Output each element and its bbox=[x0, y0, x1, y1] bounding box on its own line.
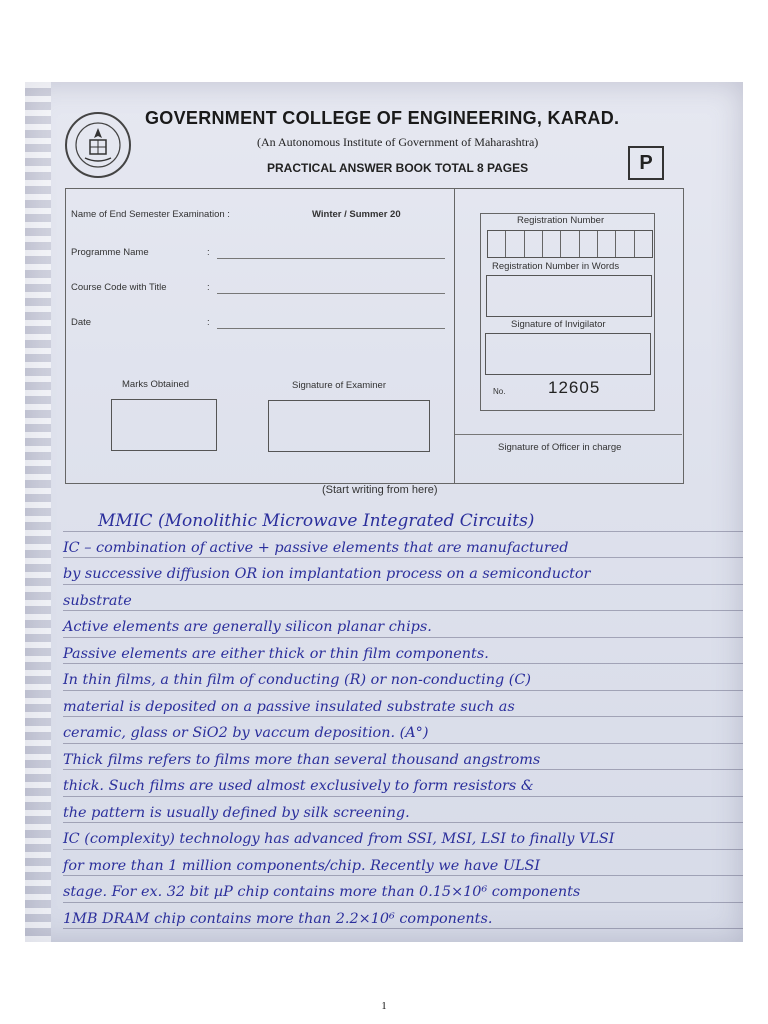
answer-line: Passive elements are either thick or thin film components. bbox=[63, 641, 743, 668]
start-writing-note: (Start writing from here) bbox=[322, 484, 438, 496]
marks-obtained-label: Marks Obtained bbox=[122, 379, 190, 390]
answer-line: ceramic, glass or SiO2 by vaccum deposition. (A°) bbox=[63, 720, 743, 747]
answer-sheet bbox=[25, 82, 743, 942]
registration-number-cells[interactable] bbox=[487, 230, 653, 258]
exam-session-value: Winter / Summer 20 bbox=[312, 209, 401, 220]
answer-heading: MMIC (Monolithic Microwave Integrated Circuits) bbox=[63, 508, 743, 535]
answer-line: material is deposited on a passive insulated substrate such as bbox=[63, 694, 743, 721]
answer-book-title: PRACTICAL ANSWER BOOK TOTAL 8 PAGES bbox=[267, 161, 529, 175]
answer-line: IC (complexity) technology has advanced from SSI, MSI, LSI to finally VLSI bbox=[63, 826, 743, 853]
marks-obtained-box[interactable] bbox=[111, 399, 217, 451]
answer-line: 1MB DRAM chip contains more than 2.2×10⁶ components. bbox=[63, 906, 743, 933]
programme-name-field[interactable] bbox=[217, 258, 445, 259]
college-seal-icon bbox=[65, 112, 131, 178]
course-colon: : bbox=[207, 282, 210, 293]
date-label: Date bbox=[71, 317, 92, 328]
registration-number-label: Registration Number bbox=[517, 215, 605, 226]
examiner-signature-label: Signature of Examiner bbox=[292, 380, 386, 391]
answer-line: In thin films, a thin film of conducting (R) or non-conducting (C) bbox=[63, 667, 743, 694]
serial-number: 12605 bbox=[548, 378, 601, 397]
invigilator-signature-label: Signature of Invigilator bbox=[511, 319, 606, 330]
answer-line: IC – combination of active + passive elements that are manufactured bbox=[63, 535, 743, 562]
date-colon: : bbox=[207, 317, 210, 328]
exam-name-label: Name of End Semester Examination : bbox=[71, 209, 230, 220]
answer-line: for more than 1 million components/chip. Recently we have ULSI bbox=[63, 853, 743, 880]
registration-words-label: Registration Number in Words bbox=[492, 261, 620, 272]
serial-no-label: No. bbox=[493, 387, 506, 396]
programme-colon: : bbox=[207, 247, 210, 258]
page-number: 1 bbox=[381, 1001, 387, 1012]
officer-divider bbox=[455, 434, 682, 435]
paper-code-box: P bbox=[628, 146, 664, 180]
answer-line: the pattern is usually defined by silk screening. bbox=[63, 800, 743, 827]
programme-name-label: Programme Name bbox=[71, 247, 149, 258]
course-code-label: Course Code with Title bbox=[71, 282, 167, 293]
answer-line: thick. Such films are used almost exclusively to form resistors & bbox=[63, 773, 743, 800]
answer-line: stage. For ex. 32 bit µP chip contains more than 0.15×10⁶ components bbox=[63, 879, 743, 906]
invigilator-signature-box[interactable] bbox=[485, 333, 651, 375]
answer-line: by successive diffusion OR ion implantation process on a semiconductor bbox=[63, 561, 743, 588]
college-subtitle: (An Autonomous Institute of Government of Maharashtra) bbox=[257, 135, 539, 149]
date-field[interactable] bbox=[217, 328, 445, 329]
answer-line: Active elements are generally silicon planar chips. bbox=[63, 614, 743, 641]
college-name: GOVERNMENT COLLEGE OF ENGINEERING, KARAD. bbox=[145, 108, 620, 128]
registration-words-box[interactable] bbox=[486, 275, 652, 317]
course-code-field[interactable] bbox=[217, 293, 445, 294]
officer-signature-label: Signature of Officer in charge bbox=[498, 442, 622, 453]
answer-line: Thick films refers to films more than several thousand angstroms bbox=[63, 747, 743, 774]
examiner-signature-box[interactable] bbox=[268, 400, 430, 452]
handwritten-answer bbox=[63, 508, 743, 932]
answer-line: substrate bbox=[63, 588, 743, 615]
